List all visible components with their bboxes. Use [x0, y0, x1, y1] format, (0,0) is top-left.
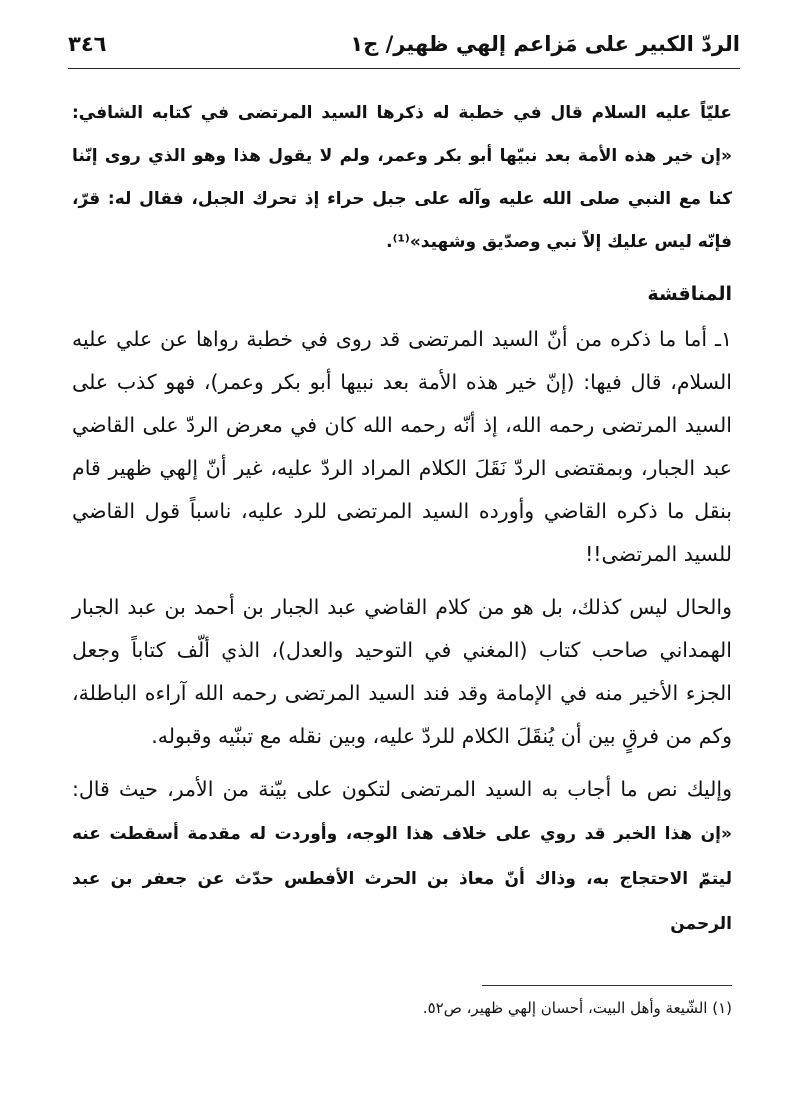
paragraph-2: والحال ليس كذلك، بل هو من كلام القاضي عبد الجبار بن أحمد بن عبد الجبار الهمداني صاحب كتاب (المغني في التوحيد والعدل)، الذي ألّف كتاباً وجعل الجزء الأخير منه في الإمامة وقد فند السيد المرتضى رحمه الله آراءه الباطلة، وكم من فرقٍ بين أن يُنقَلَ الكلام للردّ عليه، وبين نقله مع تبنّيه وقبوله.: [72, 595, 732, 748]
page-header: [68, 22, 740, 66]
footnote-rule: [482, 985, 732, 986]
paragraph-3-quote: «إن هذا الخبر قد روي على خلاف هذا الوجه، وأوردت له مقدمة أسقطت عنه ليتمّ الاحتجاج به، وذاك أنّ معاذ بن الحرث الأفطس حدّث عن جعفر بن عبد الرحمن: [72, 824, 732, 934]
running-title: الردّ الكبير على مَزاعم إلهي ظهير/ ج١: [350, 32, 740, 56]
page-number: ٣٤٦: [68, 32, 107, 56]
footnote: (١) الشّيعة وأهل البيت، أحسان إلهي ظهير، ص٥٢.: [422, 999, 732, 1017]
quote-paragraph: عليّاً عليه السلام قال في خطبة له ذكرها السيد المرتضى في كتابه الشافي: «إن خير هذه الأمة بعد نبيّها أبو بكر وعمر، ولم لا يقول هذا وهو الذي روى إنّنا كنا مع النبي صلى الله عليه وآله على جبل حراء إذ تحرك الجبل، فقال له: قرّ، فإنّه ليس عليك إلاّ نبي وصدّيق وشهيد»⁽¹⁾.: [72, 103, 732, 252]
paragraph-3-intro: وإليك نص ما أجاب به السيد المرتضى لتكون على بيّنة من الأمر، حيث قال:: [72, 777, 732, 801]
header-rule: [68, 68, 740, 69]
page-body: [72, 92, 732, 956]
paragraph-1: ١ـ أما ما ذكره من أنّ السيد المرتضى قد روى في خطبة رواها عن علي عليه السلام، قال فيها: (إنّ خير هذه الأمة بعد نبيها أبو بكر وعمر)، فهو كذب على السيد المرتضى رحمه الله، إذ أنّه رحمه الله كان في معرض الردّ على القاضي عبد الجبار، وبمقتضى الردّ نَقَلَ الكلام المراد الردّ عليه، غير أنّ إلهي ظهير قام بنقل ما ذكره القاضي وأورده السيد المرتضى للرد عليه، ناسباً قول القاضي للسيد المرتضى!!: [72, 327, 732, 566]
section-heading: المناقشة: [647, 283, 732, 305]
paragraph-3: [72, 768, 732, 946]
